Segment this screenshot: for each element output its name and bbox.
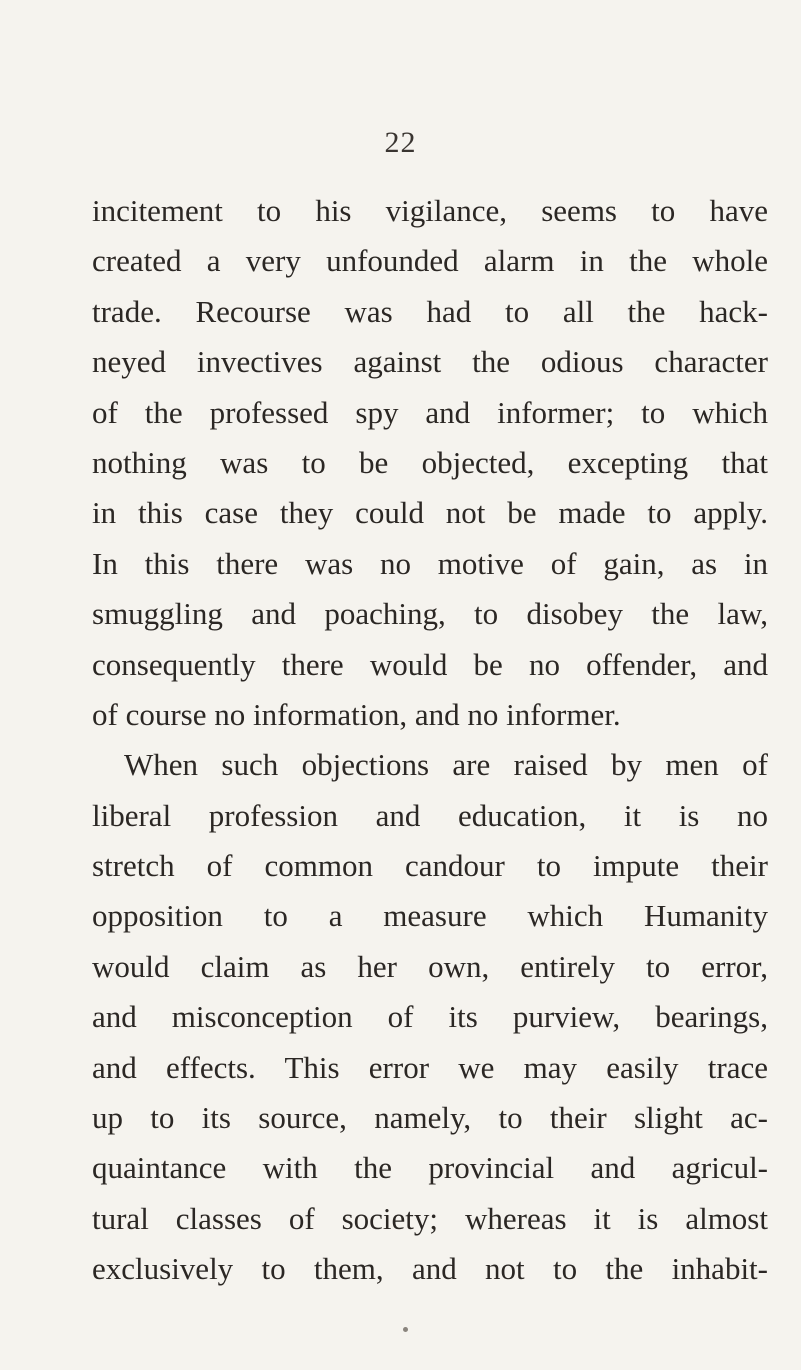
text-line: liberal profession and education, it is no [92, 797, 768, 833]
body-text [92, 186, 768, 1295]
text-line: neyed invectives against the odious character [92, 344, 768, 380]
page-number: 22 [384, 126, 417, 159]
text-line: up to its source, namely, to their slight ac- [92, 1100, 768, 1136]
text-line: created a very unfounded alarm in the whole [92, 243, 768, 279]
text-line: exclusively to them, and not to the inhabit- [92, 1251, 768, 1287]
text-line: quaintance with the provincial and agricul- [92, 1150, 768, 1186]
text-line: incitement to his vigilance, seems to have [92, 193, 768, 228]
text-line: When such objections are raised by men of [124, 747, 768, 783]
text-line: In this there was no motive of gain, as in [92, 545, 768, 581]
ink-speck [403, 1327, 408, 1332]
text-line: of the professed spy and informer; to which [92, 394, 768, 430]
text-line: stretch of common candour to impute their [92, 848, 768, 884]
text-line: smuggling and poaching, to disobey the law, [92, 596, 768, 632]
text-line: opposition to a measure which Humanity [92, 898, 768, 934]
text-line: would claim as her own, entirely to error, [92, 948, 768, 984]
text-line: consequently there would be no offender, and [92, 646, 768, 682]
text-line: tural classes of society; whereas it is almost [92, 1200, 768, 1236]
text-line: and effects. This error we may easily trace [92, 1049, 768, 1085]
text-line: in this case they could not be made to apply. [92, 495, 768, 531]
text-line: nothing was to be objected, excepting that [92, 444, 768, 480]
text-line: of course no information, and no informer. [92, 696, 621, 732]
text-line: and misconception of its purview, bearings, [92, 999, 768, 1035]
text-line: trade. Recourse was had to all the hack- [92, 293, 768, 329]
